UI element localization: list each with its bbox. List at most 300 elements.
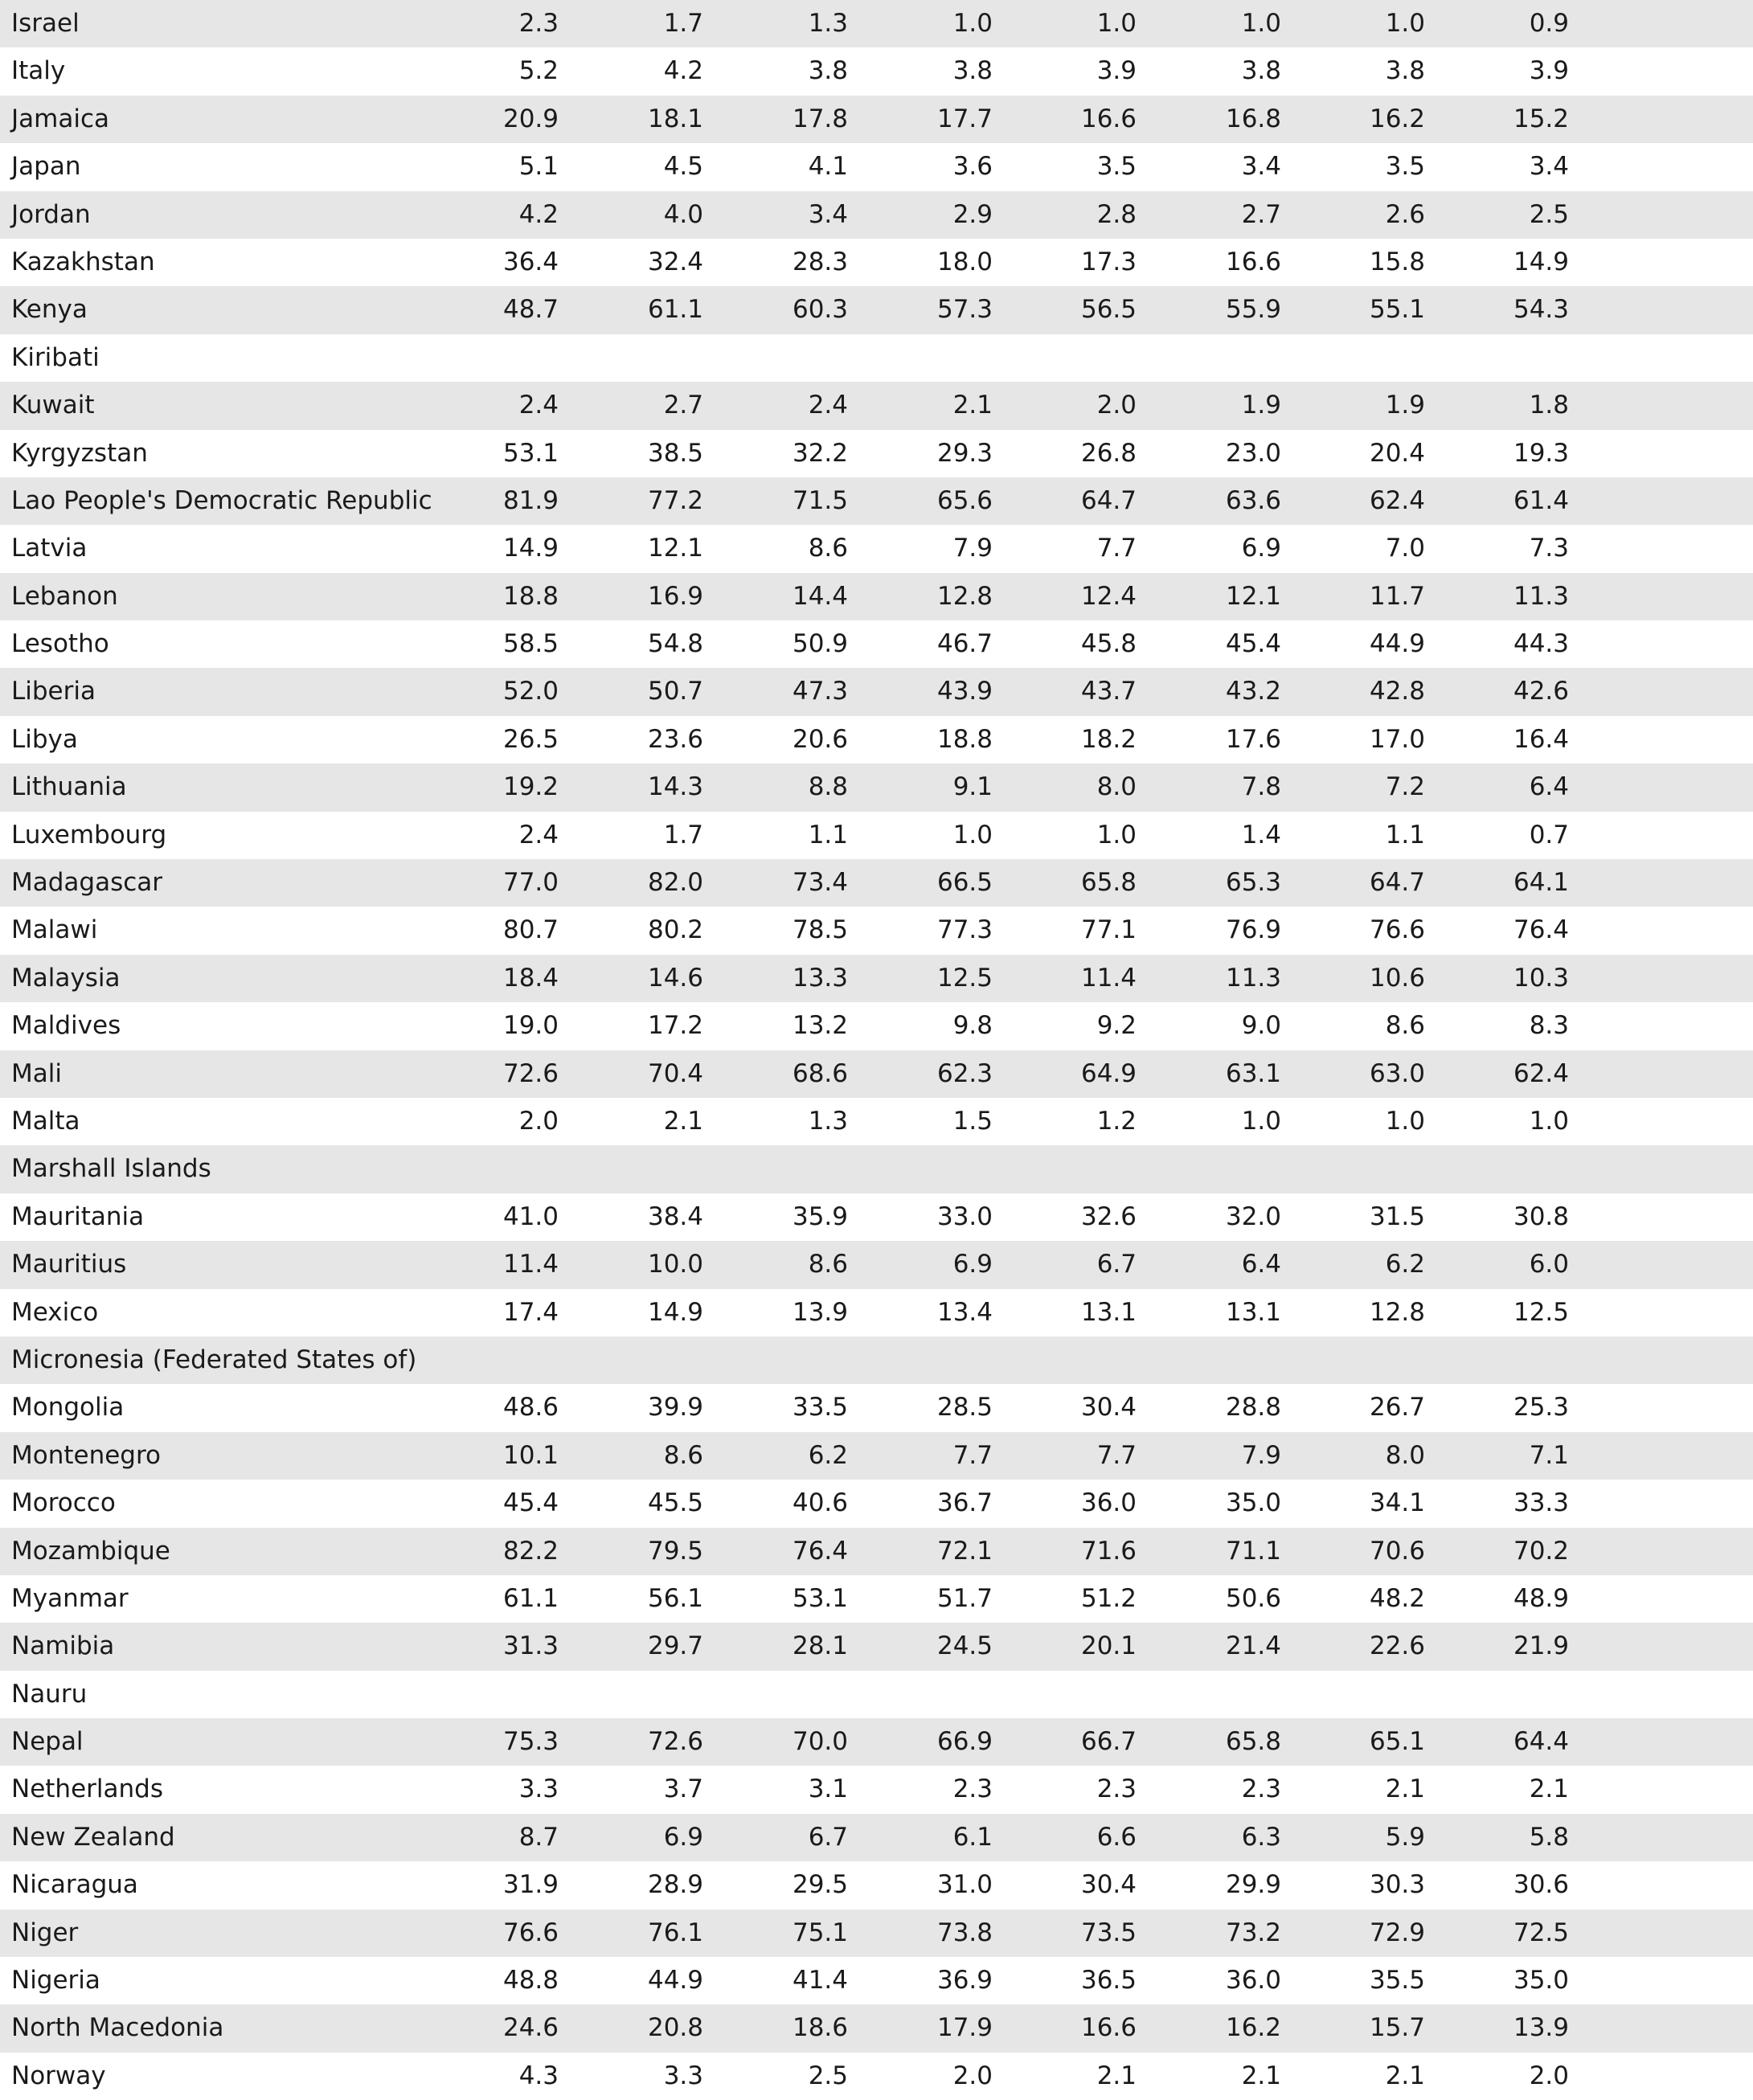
value-cell: 7.0 bbox=[1385, 534, 1425, 563]
country-name-cell: Nauru bbox=[11, 1679, 88, 1709]
value-cell: 32.4 bbox=[647, 247, 703, 276]
country-name-cell: Japan bbox=[11, 152, 81, 182]
value-cell: 10.1 bbox=[502, 1440, 559, 1470]
value-cell: 48.6 bbox=[502, 1393, 559, 1423]
value-cell: 1.0 bbox=[1385, 1106, 1425, 1136]
value-cell bbox=[719, 334, 848, 382]
value-cell: 4.3 bbox=[518, 2061, 559, 2090]
value-cell: 66.5 bbox=[936, 868, 993, 898]
table-row bbox=[0, 239, 1753, 286]
value-cell: 2.3 bbox=[1241, 1775, 1281, 1804]
value-cell: 3.5 bbox=[1096, 152, 1137, 182]
value-cell: 65.6 bbox=[936, 485, 993, 515]
value-cell: 2.4 bbox=[518, 391, 559, 420]
value-cell: 64.7 bbox=[1369, 868, 1425, 898]
value-cell: 77.3 bbox=[936, 915, 993, 945]
value-cell: 73.8 bbox=[936, 1918, 993, 1947]
value-cell: 63.1 bbox=[1225, 1058, 1281, 1088]
value-cell bbox=[430, 1145, 559, 1193]
value-cell: 11.3 bbox=[1513, 581, 1569, 611]
value-cell: 16.8 bbox=[1225, 104, 1281, 133]
value-cell: 3.9 bbox=[1096, 56, 1137, 86]
value-cell: 54.8 bbox=[647, 629, 703, 659]
value-cell: 31.0 bbox=[936, 1870, 993, 1900]
value-cell: 18.8 bbox=[936, 724, 993, 754]
table-row bbox=[0, 286, 1753, 334]
value-cell: 36.0 bbox=[1225, 1966, 1281, 1996]
value-cell: 20.9 bbox=[502, 104, 559, 133]
value-cell: 2.7 bbox=[663, 391, 703, 420]
table-row bbox=[0, 1910, 1753, 1957]
value-cell: 6.4 bbox=[1529, 772, 1569, 802]
value-cell: 55.1 bbox=[1369, 295, 1425, 325]
value-cell: 43.9 bbox=[936, 677, 993, 706]
value-cell: 76.1 bbox=[647, 1918, 703, 1947]
value-cell: 7.7 bbox=[1096, 534, 1137, 563]
value-cell: 1.3 bbox=[808, 9, 848, 38]
table-row bbox=[0, 2053, 1753, 2100]
table-row bbox=[0, 1241, 1753, 1288]
value-cell: 28.9 bbox=[647, 1870, 703, 1900]
value-cell: 2.0 bbox=[1096, 391, 1137, 420]
table-row bbox=[0, 96, 1753, 143]
value-cell: 38.4 bbox=[647, 1201, 703, 1231]
value-cell: 12.1 bbox=[647, 534, 703, 563]
value-cell: 9.0 bbox=[1241, 1011, 1281, 1041]
country-name-cell: Mozambique bbox=[11, 1536, 170, 1566]
value-cell bbox=[864, 334, 993, 382]
table-row bbox=[0, 1575, 1753, 1623]
value-cell: 23.6 bbox=[647, 724, 703, 754]
value-cell: 65.8 bbox=[1225, 1727, 1281, 1757]
country-name-cell: Lebanon bbox=[11, 581, 118, 611]
value-cell: 36.7 bbox=[936, 1488, 993, 1518]
value-cell bbox=[1153, 1671, 1281, 1718]
value-cell: 44.3 bbox=[1513, 629, 1569, 659]
value-cell: 2.1 bbox=[1385, 1775, 1425, 1804]
value-cell: 12.8 bbox=[1369, 1297, 1425, 1327]
value-cell: 54.3 bbox=[1513, 295, 1569, 325]
table-row bbox=[0, 1957, 1753, 2004]
value-cell: 3.4 bbox=[1529, 152, 1569, 182]
value-cell: 6.9 bbox=[1241, 534, 1281, 563]
value-cell: 18.4 bbox=[502, 963, 559, 993]
value-cell: 28.3 bbox=[792, 247, 848, 276]
country-name-cell: Libya bbox=[11, 724, 78, 754]
value-cell bbox=[1440, 1337, 1569, 1384]
country-name-cell: Maldives bbox=[11, 1011, 121, 1041]
value-cell: 6.9 bbox=[952, 1250, 993, 1279]
value-cell: 14.3 bbox=[647, 772, 703, 802]
value-cell: 2.5 bbox=[808, 2061, 848, 2090]
value-cell: 76.6 bbox=[1369, 915, 1425, 945]
value-cell: 7.7 bbox=[952, 1440, 993, 1470]
value-cell: 44.9 bbox=[1369, 629, 1425, 659]
value-cell: 2.4 bbox=[518, 820, 559, 849]
value-cell: 2.0 bbox=[518, 1106, 559, 1136]
table-row bbox=[0, 1050, 1753, 1098]
table-row bbox=[0, 1432, 1753, 1480]
value-cell: 73.2 bbox=[1225, 1918, 1281, 1947]
value-cell: 8.0 bbox=[1096, 772, 1137, 802]
table-row bbox=[0, 1337, 1753, 1384]
value-cell: 20.8 bbox=[647, 2013, 703, 2043]
value-cell: 1.5 bbox=[952, 1106, 993, 1136]
value-cell: 29.9 bbox=[1225, 1870, 1281, 1900]
value-cell: 72.9 bbox=[1369, 1918, 1425, 1947]
value-cell: 71.1 bbox=[1225, 1536, 1281, 1566]
value-cell: 10.0 bbox=[647, 1250, 703, 1279]
table-row bbox=[0, 955, 1753, 1002]
value-cell: 2.3 bbox=[1096, 1775, 1137, 1804]
value-cell: 4.0 bbox=[663, 199, 703, 229]
country-name-cell: Marshall Islands bbox=[11, 1154, 211, 1184]
country-name-cell: Malaysia bbox=[11, 963, 121, 993]
country-name-cell: Jordan bbox=[11, 199, 91, 229]
value-cell: 70.2 bbox=[1513, 1536, 1569, 1566]
table-row bbox=[0, 1766, 1753, 1813]
value-cell bbox=[1153, 1337, 1281, 1384]
value-cell: 51.7 bbox=[936, 1583, 993, 1613]
country-name-cell: Namibia bbox=[11, 1631, 115, 1661]
value-cell: 22.6 bbox=[1369, 1631, 1425, 1661]
value-cell: 77.1 bbox=[1080, 915, 1137, 945]
value-cell: 6.7 bbox=[1096, 1250, 1137, 1279]
country-name-cell: Myanmar bbox=[11, 1583, 129, 1613]
value-cell: 64.9 bbox=[1080, 1058, 1137, 1088]
table-row bbox=[0, 0, 1753, 47]
value-cell: 1.2 bbox=[1096, 1106, 1137, 1136]
value-cell: 75.3 bbox=[502, 1727, 559, 1757]
value-cell: 45.8 bbox=[1080, 629, 1137, 659]
country-name-cell: Mongolia bbox=[11, 1393, 125, 1423]
value-cell bbox=[1440, 1671, 1569, 1718]
value-cell: 8.8 bbox=[808, 772, 848, 802]
value-cell: 65.3 bbox=[1225, 868, 1281, 898]
value-cell bbox=[430, 334, 559, 382]
country-name-cell: Kazakhstan bbox=[11, 247, 155, 276]
value-cell: 24.5 bbox=[936, 1631, 993, 1661]
value-cell: 48.9 bbox=[1513, 1583, 1569, 1613]
value-cell: 26.8 bbox=[1080, 438, 1137, 468]
value-cell: 47.3 bbox=[792, 677, 848, 706]
value-cell: 76.4 bbox=[1513, 915, 1569, 945]
value-cell: 28.1 bbox=[792, 1631, 848, 1661]
value-cell: 36.0 bbox=[1080, 1488, 1137, 1518]
table-row bbox=[0, 143, 1753, 190]
value-cell: 30.4 bbox=[1080, 1393, 1137, 1423]
value-cell: 12.5 bbox=[936, 963, 993, 993]
value-cell: 2.0 bbox=[1529, 2061, 1569, 2090]
value-cell: 3.4 bbox=[808, 199, 848, 229]
value-cell: 2.0 bbox=[952, 2061, 993, 2090]
value-cell: 18.8 bbox=[502, 581, 559, 611]
value-cell bbox=[1008, 1337, 1137, 1384]
value-cell: 82.0 bbox=[647, 868, 703, 898]
value-cell bbox=[864, 1145, 993, 1193]
country-name-cell: Malawi bbox=[11, 915, 98, 945]
value-cell: 2.3 bbox=[518, 9, 559, 38]
value-cell: 8.0 bbox=[1385, 1440, 1425, 1470]
value-cell: 64.1 bbox=[1513, 868, 1569, 898]
value-cell: 16.4 bbox=[1513, 724, 1569, 754]
value-cell: 50.6 bbox=[1225, 1583, 1281, 1613]
value-cell bbox=[1440, 334, 1569, 382]
value-cell: 15.8 bbox=[1369, 247, 1425, 276]
value-cell: 17.2 bbox=[647, 1011, 703, 1041]
value-cell: 1.0 bbox=[952, 9, 993, 38]
value-cell: 17.8 bbox=[792, 104, 848, 133]
value-cell: 30.6 bbox=[1513, 1870, 1569, 1900]
value-cell: 13.4 bbox=[936, 1297, 993, 1327]
table-row bbox=[0, 191, 1753, 239]
value-cell: 6.1 bbox=[952, 1822, 993, 1852]
value-cell: 17.9 bbox=[936, 2013, 993, 2043]
country-name-cell: North Macedonia bbox=[11, 2013, 224, 2043]
value-cell: 80.2 bbox=[647, 915, 703, 945]
value-cell: 7.2 bbox=[1385, 772, 1425, 802]
value-cell: 35.9 bbox=[792, 1201, 848, 1231]
table-row bbox=[0, 1623, 1753, 1670]
value-cell: 43.7 bbox=[1080, 677, 1137, 706]
value-cell: 1.9 bbox=[1241, 391, 1281, 420]
value-cell: 20.6 bbox=[792, 724, 848, 754]
value-cell: 2.8 bbox=[1096, 199, 1137, 229]
country-name-cell: Jamaica bbox=[11, 104, 109, 133]
table-row bbox=[0, 763, 1753, 811]
value-cell: 9.8 bbox=[952, 1011, 993, 1041]
value-cell: 18.1 bbox=[647, 104, 703, 133]
value-cell: 72.6 bbox=[647, 1727, 703, 1757]
value-cell: 38.5 bbox=[647, 438, 703, 468]
value-cell: 61.1 bbox=[502, 1583, 559, 1613]
table-row bbox=[0, 1480, 1753, 1527]
value-cell: 70.6 bbox=[1369, 1536, 1425, 1566]
value-cell: 8.6 bbox=[663, 1440, 703, 1470]
value-cell: 35.5 bbox=[1369, 1966, 1425, 1996]
value-cell: 32.2 bbox=[792, 438, 848, 468]
value-cell: 41.0 bbox=[502, 1201, 559, 1231]
country-name-cell: Kyrgyzstan bbox=[11, 438, 148, 468]
country-name-cell: Montenegro bbox=[11, 1440, 162, 1470]
value-cell: 3.8 bbox=[1385, 56, 1425, 86]
table-row bbox=[0, 1002, 1753, 1050]
value-cell: 71.5 bbox=[792, 485, 848, 515]
value-cell: 68.6 bbox=[792, 1058, 848, 1088]
value-cell: 73.4 bbox=[792, 868, 848, 898]
value-cell: 39.9 bbox=[647, 1393, 703, 1423]
value-cell: 2.1 bbox=[663, 1106, 703, 1136]
value-cell: 65.1 bbox=[1369, 1727, 1425, 1757]
value-cell: 4.2 bbox=[663, 56, 703, 86]
value-cell: 8.6 bbox=[808, 534, 848, 563]
value-cell: 3.8 bbox=[1241, 56, 1281, 86]
value-cell bbox=[430, 1337, 559, 1384]
value-cell: 64.4 bbox=[1513, 1727, 1569, 1757]
value-cell: 46.7 bbox=[936, 629, 993, 659]
country-name-cell: Lesotho bbox=[11, 629, 109, 659]
table-row bbox=[0, 1528, 1753, 1575]
value-cell: 16.2 bbox=[1225, 2013, 1281, 2043]
value-cell: 16.6 bbox=[1080, 2013, 1137, 2043]
value-cell: 1.9 bbox=[1385, 391, 1425, 420]
value-cell: 2.9 bbox=[952, 199, 993, 229]
value-cell: 33.0 bbox=[936, 1201, 993, 1231]
value-cell: 1.0 bbox=[1096, 9, 1137, 38]
country-name-cell: Madagascar bbox=[11, 868, 163, 898]
table-row bbox=[0, 668, 1753, 715]
table-row bbox=[0, 477, 1753, 525]
value-cell: 1.0 bbox=[1241, 1106, 1281, 1136]
value-cell: 8.3 bbox=[1529, 1011, 1569, 1041]
value-cell: 13.9 bbox=[792, 1297, 848, 1327]
value-cell: 41.4 bbox=[792, 1966, 848, 1996]
table-row bbox=[0, 812, 1753, 859]
value-cell: 61.4 bbox=[1513, 485, 1569, 515]
value-cell: 14.6 bbox=[647, 963, 703, 993]
value-cell: 48.2 bbox=[1369, 1583, 1425, 1613]
value-cell: 75.1 bbox=[792, 1918, 848, 1947]
country-name-cell: Mauritania bbox=[11, 1201, 145, 1231]
value-cell bbox=[1153, 334, 1281, 382]
value-cell: 0.7 bbox=[1529, 820, 1569, 849]
value-cell: 79.5 bbox=[647, 1536, 703, 1566]
value-cell: 14.9 bbox=[502, 534, 559, 563]
value-cell: 7.1 bbox=[1529, 1440, 1569, 1470]
value-cell: 7.8 bbox=[1241, 772, 1281, 802]
value-cell: 9.1 bbox=[952, 772, 993, 802]
value-cell: 30.8 bbox=[1513, 1201, 1569, 1231]
table-row bbox=[0, 1384, 1753, 1431]
value-cell: 7.3 bbox=[1529, 534, 1569, 563]
value-cell: 17.4 bbox=[502, 1297, 559, 1327]
value-cell: 2.1 bbox=[952, 391, 993, 420]
value-cell: 44.9 bbox=[647, 1966, 703, 1996]
value-cell bbox=[1296, 1337, 1425, 1384]
value-cell: 80.7 bbox=[502, 915, 559, 945]
value-cell: 15.7 bbox=[1369, 2013, 1425, 2043]
value-cell: 3.4 bbox=[1241, 152, 1281, 182]
country-name-cell: Nicaragua bbox=[11, 1870, 138, 1900]
table-row bbox=[0, 525, 1753, 572]
value-cell: 32.0 bbox=[1225, 1201, 1281, 1231]
value-cell: 12.5 bbox=[1513, 1297, 1569, 1327]
value-cell: 6.4 bbox=[1241, 1250, 1281, 1279]
country-name-cell: Liberia bbox=[11, 677, 96, 706]
value-cell: 1.1 bbox=[1385, 820, 1425, 849]
value-cell: 81.9 bbox=[502, 485, 559, 515]
country-name-cell: Luxembourg bbox=[11, 820, 167, 849]
table-row bbox=[0, 1718, 1753, 1766]
value-cell: 11.7 bbox=[1369, 581, 1425, 611]
value-cell: 3.3 bbox=[663, 2061, 703, 2090]
country-name-cell: Mauritius bbox=[11, 1250, 127, 1279]
value-cell: 3.6 bbox=[952, 152, 993, 182]
value-cell: 7.7 bbox=[1096, 1440, 1137, 1470]
value-cell: 29.5 bbox=[792, 1870, 848, 1900]
table-row bbox=[0, 382, 1753, 429]
value-cell: 12.4 bbox=[1080, 581, 1137, 611]
value-cell: 30.4 bbox=[1080, 1870, 1137, 1900]
value-cell bbox=[1296, 1671, 1425, 1718]
table-row bbox=[0, 1289, 1753, 1337]
value-cell bbox=[719, 1145, 848, 1193]
country-name-cell: Italy bbox=[11, 56, 66, 86]
value-cell: 56.1 bbox=[647, 1583, 703, 1613]
value-cell: 56.5 bbox=[1080, 295, 1137, 325]
value-cell: 14.9 bbox=[647, 1297, 703, 1327]
value-cell: 52.0 bbox=[502, 677, 559, 706]
value-cell: 35.0 bbox=[1513, 1966, 1569, 1996]
table-row bbox=[0, 1098, 1753, 1145]
country-name-cell: Lithuania bbox=[11, 772, 127, 802]
value-cell: 25.3 bbox=[1513, 1393, 1569, 1423]
value-cell: 35.0 bbox=[1225, 1488, 1281, 1518]
value-cell bbox=[864, 1671, 993, 1718]
value-cell: 53.1 bbox=[792, 1583, 848, 1613]
table-row bbox=[0, 716, 1753, 763]
value-cell: 70.4 bbox=[647, 1058, 703, 1088]
value-cell: 31.3 bbox=[502, 1631, 559, 1661]
value-cell: 1.0 bbox=[1241, 9, 1281, 38]
country-name-cell: Nigeria bbox=[11, 1966, 100, 1996]
value-cell bbox=[575, 1145, 703, 1193]
value-cell: 36.9 bbox=[936, 1966, 993, 1996]
value-cell: 6.2 bbox=[808, 1440, 848, 1470]
value-cell: 62.3 bbox=[936, 1058, 993, 1088]
value-cell: 24.6 bbox=[502, 2013, 559, 2043]
value-cell: 17.0 bbox=[1369, 724, 1425, 754]
value-cell: 53.1 bbox=[502, 438, 559, 468]
value-cell: 3.5 bbox=[1385, 152, 1425, 182]
value-cell: 10.3 bbox=[1513, 963, 1569, 993]
country-name-cell: Latvia bbox=[11, 534, 88, 563]
country-name-cell: Lao People's Democratic Republic bbox=[11, 485, 432, 515]
country-name-cell: Nepal bbox=[11, 1727, 84, 1757]
value-cell: 7.9 bbox=[952, 534, 993, 563]
value-cell: 26.7 bbox=[1369, 1393, 1425, 1423]
value-cell: 2.6 bbox=[1385, 199, 1425, 229]
table-row bbox=[0, 859, 1753, 907]
value-cell: 26.5 bbox=[502, 724, 559, 754]
table-row bbox=[0, 573, 1753, 620]
value-cell: 1.0 bbox=[1096, 820, 1137, 849]
value-cell: 20.1 bbox=[1080, 1631, 1137, 1661]
table-row bbox=[0, 1193, 1753, 1241]
value-cell: 11.4 bbox=[502, 1250, 559, 1279]
value-cell: 76.4 bbox=[792, 1536, 848, 1566]
value-cell: 8.7 bbox=[518, 1822, 559, 1852]
value-cell: 48.8 bbox=[502, 1966, 559, 1996]
value-cell: 20.4 bbox=[1369, 438, 1425, 468]
value-cell: 21.9 bbox=[1513, 1631, 1569, 1661]
value-cell: 65.8 bbox=[1080, 868, 1137, 898]
country-name-cell: Malta bbox=[11, 1106, 80, 1136]
value-cell: 63.6 bbox=[1225, 485, 1281, 515]
value-cell: 76.6 bbox=[502, 1918, 559, 1947]
value-cell: 29.3 bbox=[936, 438, 993, 468]
value-cell bbox=[575, 1671, 703, 1718]
table-row bbox=[0, 907, 1753, 954]
value-cell: 8.6 bbox=[1385, 1011, 1425, 1041]
value-cell: 71.6 bbox=[1080, 1536, 1137, 1566]
value-cell: 43.2 bbox=[1225, 677, 1281, 706]
value-cell: 1.7 bbox=[663, 820, 703, 849]
value-cell: 5.1 bbox=[518, 152, 559, 182]
value-cell bbox=[430, 1671, 559, 1718]
value-cell: 4.5 bbox=[663, 152, 703, 182]
value-cell: 17.7 bbox=[936, 104, 993, 133]
